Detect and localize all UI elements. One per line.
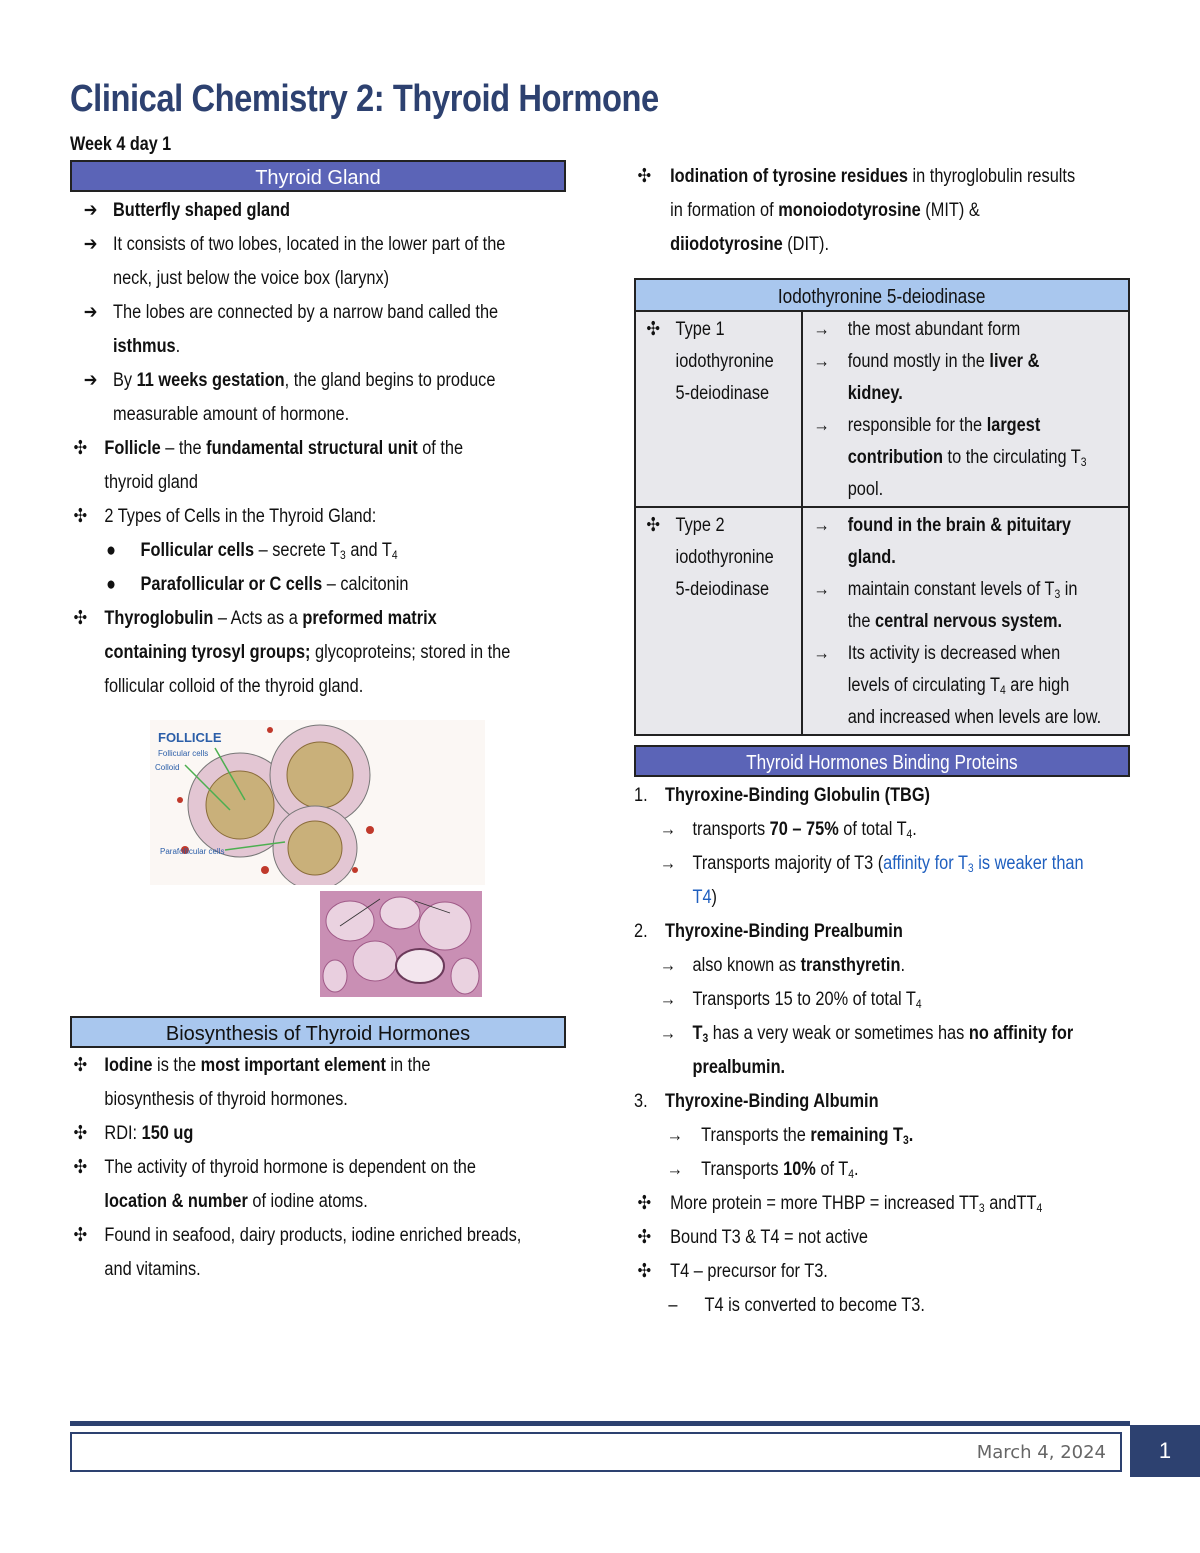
list-item: ➔ By 11 weeks gestation, the gland begins to produce measurable amount of hormone. <box>70 364 567 432</box>
diamond-bullet-icon: ✣ <box>637 1261 652 1282</box>
type2-name-cell: ✣ Type 2 iodothyronine 5-deiodinase <box>636 508 803 734</box>
diamond-bullet-icon: ✣ <box>637 166 652 187</box>
right-arrow-icon: → <box>813 351 830 372</box>
arrow-icon: ➔ <box>83 200 98 221</box>
dash-bullet: – <box>668 1295 678 1316</box>
list-item: ✣ RDI: 150 ug <box>70 1117 567 1151</box>
list-item: – T4 is converted to become T3. <box>634 1289 1133 1323</box>
iodination-item: ✣ Iodination of tyrosine residues in thyroglobulin results in formation of monoiodotyrosine (MIT) & diiodotyrosine (DIT). <box>634 160 1133 262</box>
footer-box <box>70 1432 1122 1472</box>
list-item: ✣ The activity of thyroid hormone is dependent on the location & number of iodine atoms. <box>70 1151 567 1219</box>
list-item: ✣ Bound T3 & T4 = not active <box>634 1221 1133 1255</box>
list-item: ✣ Iodine is the most important element in the biosynthesis of thyroid hormones. <box>70 1049 567 1117</box>
list-item: → transports 70 – 75% of total $T_4$. <box>634 813 1133 847</box>
list-item: → $T_3$ has a very weak or sometimes has no affinity for prealbumin. <box>634 1017 1133 1085</box>
list-item: ● Follicular cells – secrete $T_3$ and $T_4$ <box>70 534 567 568</box>
list-item: → responsible for the largest contribution to the circulating $T_3$ pool. <box>803 410 1130 506</box>
list-item: ➔ The lobes are connected by a narrow band called the isthmus. <box>70 296 567 364</box>
right-arrow-icon: → <box>659 819 677 840</box>
deiodinase-heading: Iodothyronine 5-deiodinase <box>634 278 1130 312</box>
list-item: ● Parafollicular or C cells – calcitonin <box>70 568 567 602</box>
diamond-bullet-icon: ✣ <box>73 608 88 629</box>
list-item: → Its activity is decreased when levels of circulating $T_4$ are high and increased when levels are low. <box>803 638 1130 734</box>
diamond-bullet-icon: ✣ <box>646 515 661 536</box>
arrow-icon: ➔ <box>83 370 98 391</box>
page-title: Clinical Chemistry 2: Thyroid Hormone <box>70 78 659 120</box>
right-arrow-icon: → <box>659 955 677 976</box>
diamond-bullet-icon: ✣ <box>646 319 661 340</box>
figure-title: FOLLICLE <box>158 730 222 745</box>
list-item: → Transports 15 to 20% of total $T_4$ <box>634 983 1133 1017</box>
right-arrow-icon: → <box>666 1159 684 1180</box>
list-item: → the most abundant form <box>803 314 1130 346</box>
right-arrow-icon: → <box>813 415 830 436</box>
biosynthesis-heading: Biosynthesis of Thyroid Hormones <box>70 1016 566 1048</box>
histology-micrograph <box>320 891 482 997</box>
diamond-bullet-icon: ✣ <box>73 1055 88 1076</box>
list-item: → maintain constant levels of $T_3$ in the central nervous system. <box>803 574 1130 638</box>
list-item: ✣ Thyroglobulin – Acts as a preformed matrix containing tyrosyl groups; glycoproteins; stored in the follicular colloid of the thyroid gland. <box>70 602 567 704</box>
dot-bullet-icon: ● <box>106 574 116 595</box>
list-item: 1. Thyroxine-Binding Globulin (TBG) <box>634 785 931 806</box>
diamond-bullet-icon: ✣ <box>73 1225 88 1246</box>
type1-detail-cell <box>803 312 1183 506</box>
thyroid-gland-list <box>70 194 567 704</box>
dot-bullet-icon: ● <box>106 540 116 561</box>
right-arrow-icon: → <box>813 515 830 536</box>
list-item: → Transports the remaining $T_3$. <box>634 1119 1133 1153</box>
list-item: 3. Thyroxine-Binding Albumin <box>634 1091 879 1112</box>
thyroid-gland-heading: Thyroid Gland <box>70 160 566 192</box>
biosynthesis-list <box>70 1049 567 1287</box>
list-item: → also known as transthyretin. <box>634 949 1133 983</box>
list-item: ➔ Butterfly shaped gland <box>70 194 567 228</box>
list-item: ✣ Follicle – the fundamental structural unit of the thyroid gland <box>70 432 567 500</box>
left-column <box>70 160 566 704</box>
figure-label: Follicular cells <box>158 749 209 758</box>
diamond-bullet-icon: ✣ <box>73 1157 88 1178</box>
right-arrow-icon: → <box>666 1125 684 1146</box>
list-item: ➔ It consists of two lobes, located in the lower part of the neck, just below the voice box (larynx) <box>70 228 567 296</box>
deiodinase-table <box>634 278 1130 736</box>
right-arrow-icon: → <box>659 853 677 874</box>
list-item: ✣ More protein = more THBP = increased $TT_3$ andTT$_4$ <box>634 1187 1133 1221</box>
footer-date: March 4, 2024 <box>976 1442 1106 1463</box>
type2-detail-cell <box>803 508 1183 734</box>
list-item: ✣ Found in seafood, dairy products, iodine enriched breads, and vitamins. <box>70 1219 567 1287</box>
diamond-bullet-icon: ✣ <box>73 506 88 527</box>
arrow-icon: ➔ <box>83 234 98 255</box>
diamond-bullet-icon: ✣ <box>73 1123 88 1144</box>
diamond-bullet-icon: ✣ <box>637 1227 652 1248</box>
list-item: → Transports 10% of $T_4$. <box>634 1153 1133 1187</box>
arrow-icon: ➔ <box>83 302 98 323</box>
footer-rule <box>70 1421 1130 1426</box>
diamond-bullet-icon: ✣ <box>73 438 88 459</box>
follicle-diagram <box>150 720 485 885</box>
list-item: ✣ 2 Types of Cells in the Thyroid Gland: <box>70 500 567 534</box>
list-item: 2. Thyroxine-Binding Prealbumin <box>634 921 903 942</box>
list-item: → found in the brain & pituitary gland. <box>803 510 1130 574</box>
list-item: ✣ T4 – precursor for T3. <box>634 1255 1133 1289</box>
right-arrow-icon: → <box>659 1023 677 1044</box>
week-label: Week 4 day 1 <box>70 134 172 155</box>
type1-name-cell: ✣ Type 1 iodothyronine 5-deiodinase <box>636 312 803 506</box>
right-arrow-icon: → <box>659 989 677 1010</box>
right-arrow-icon: → <box>813 643 830 664</box>
page-number: 1 <box>1130 1425 1200 1477</box>
binding-proteins-section <box>634 745 1130 1323</box>
list-item: → found mostly in the liver & kidney. <box>803 346 1130 410</box>
list-item: → Transports majority of T3 (affinity for $T_3$ is weaker than T4) <box>634 847 1133 915</box>
right-arrow-icon: → <box>813 319 830 340</box>
biosynthesis-section <box>70 1016 566 1287</box>
figure-label: Parafollicular cells <box>160 847 225 856</box>
right-arrow-icon: → <box>813 579 830 600</box>
binding-proteins-heading: Thyroid Hormones Binding Proteins <box>634 745 1130 777</box>
figure-label: Colloid <box>155 763 180 772</box>
diamond-bullet-icon: ✣ <box>637 1193 652 1214</box>
